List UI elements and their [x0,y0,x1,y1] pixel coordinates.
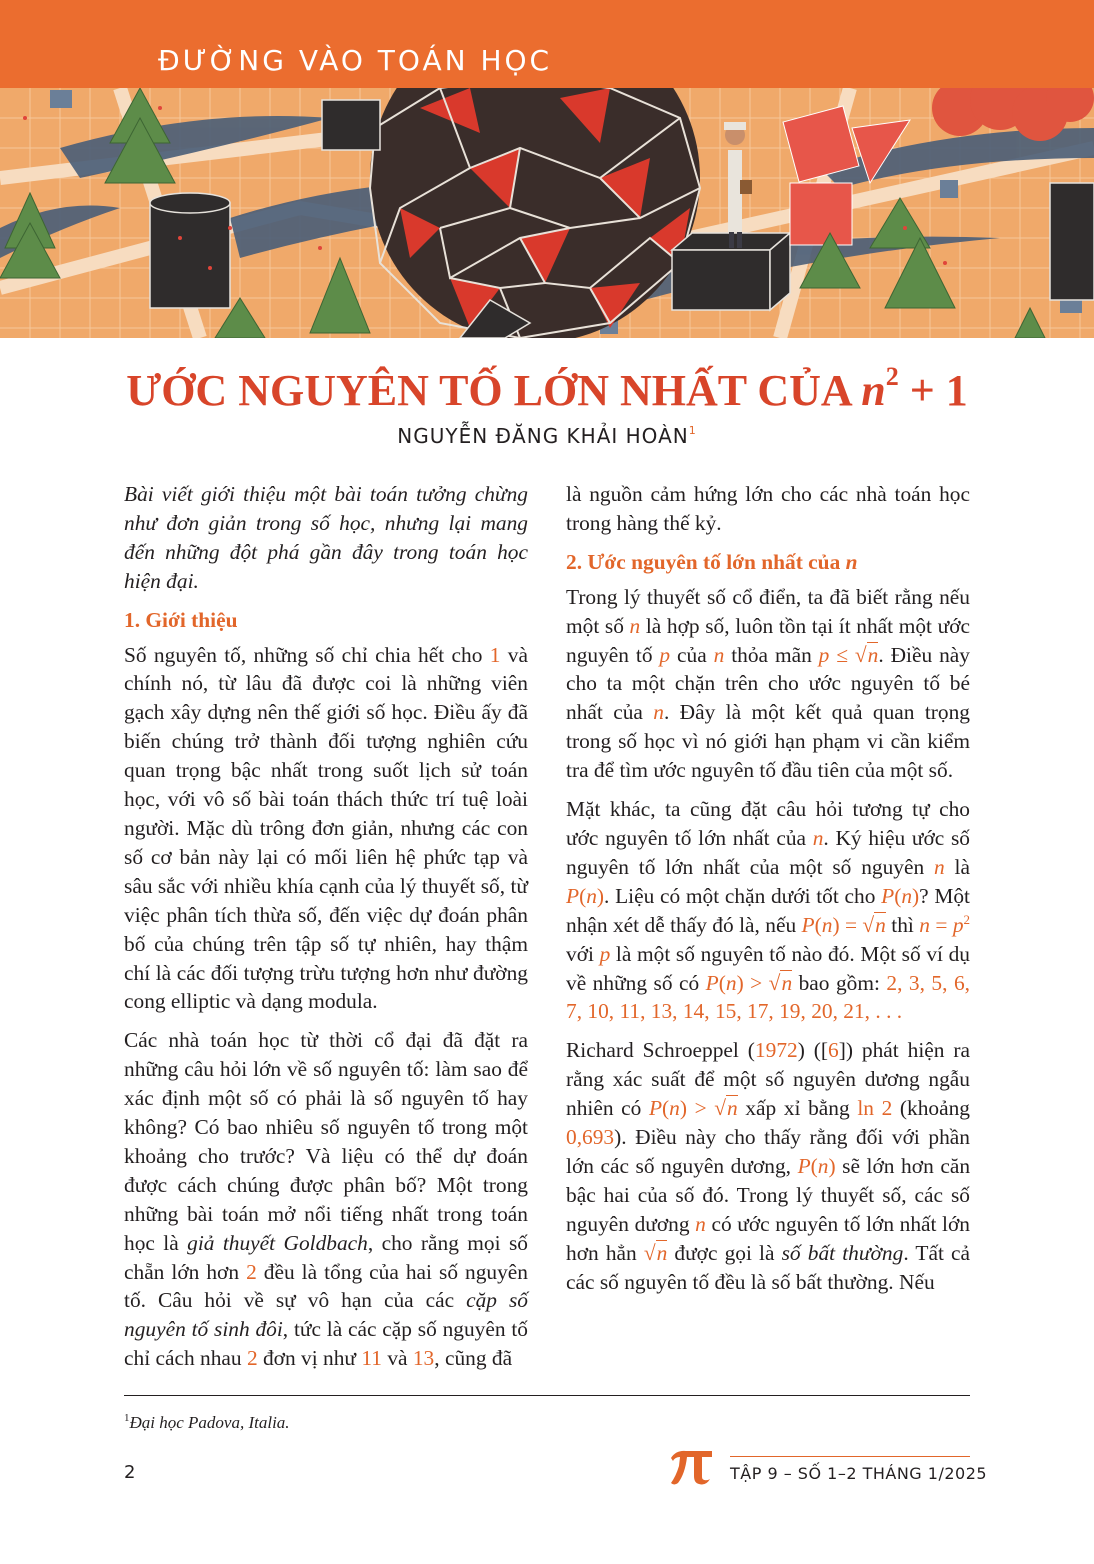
paragraph: Mặt khác, ta cũng đặt câu hỏi tương tự cho ước nguyên tố lớn nhất của n. Ký hiệu ước số nguyên tố lớn nhất của một số nguyên n là P(n). Liệu có một chặn dưới tốt cho P(n)? Một nhận xét dễ thấy đó là, nếu P(n) = √n thì $n = p^2$ với p là một số nguyên tố nào đó. Một số ví dụ về những số có P(n) > √n bao gồm: 2, 3, 5, 6, 7, 10, 11, 13, 14, 15, 17, 19, 20, 21, . . . [566,797,971,1024]
title-variable: n [861,366,886,415]
author-line [0,424,1094,448]
paragraph: Các nhà toán học từ thời cổ đại đã đặt ra những câu hỏi lớn về số nguyên tố: làm sao để xác định một số có phải là số nguyên tố hay không? Có bao nhiêu số nguyên tố trong một khoảng cho trước? Và liệu có thể dự đoán được cách chúng được phân bố? Một trong những bài toán mở nổi tiếng nhất trong toán học là giả thuyết Goldbach, cho rằng mọi số chẵn lớn hơn 2 đều là tổng của hai số nguyên tố. Câu hỏi về sự vô hạn của các cặp số nguyên tố sinh đôi, tức là các cặp số nguyên tố chỉ cách nhau 2 đơn vị như 11 và 13, cũng đã [124,1028,528,1371]
number-literal: 2 [246,1259,257,1284]
number-literal: 11 [361,1346,382,1371]
abstract: Bài viết giới thiệu một bài toán tưởng chừng như đơn giản trong số học, nhưng lại mang đến những đột phá gần đây trong toán học hiện đại. [124,482,528,593]
reference-link[interactable]: 6 [828,1038,839,1063]
title-tail: + 1 [909,366,968,415]
footnote-divider [124,1395,970,1396]
article-title [0,362,1094,416]
title-exponent: 2 [885,362,899,391]
paragraph: Richard Schroeppel (1972) ([6]) phát hiện ra rằng xác suất để một số nguyên dương ngẫu nhiên có P(n) > √n xấp xỉ bằng ln 2 (khoảng 0,693). Điều này cho thấy rằng đối với phần lớn các số nguyên dương, P(n) sẽ lớn hơn căn bậc hai của số đó. Trong lý thuyết số, các số nguyên dương n có ước nguyên tố lớn nhất lớn hơn hẳn √n được gọi là số bất thường. Tất cả các số nguyên tố đều là số bất thường. Nếu [566,1038,971,1294]
page-number: 2 [124,1462,136,1483]
citation-year[interactable]: 1972 [754,1038,798,1063]
emphasis-irregular: số bất thường [781,1240,904,1265]
author-footnote-mark: 1 [688,424,697,437]
pi-logo-icon [668,1446,714,1486]
issue-divider [730,1456,970,1457]
number-literal: 2 [246,1346,258,1371]
section-1-heading: 1. Giới thiệu [124,607,238,632]
example-list: 2, 3, 5, 6, 7, 10, 11, 13, 14, 15, 17, 19, 20, 21, . . . [566,970,970,1024]
paragraph: Số nguyên tố, những số chỉ chia hết cho 1 và chính nó, từ lâu đã được coi là những viên gạch xây dựng nên thế giới số học. Điều ấy đã biến chúng trở thành đối tượng nghiên cứu quan trọng bậc nhất trong suốt lịch sử toán học, với vô số bài toán thách thức trí tuệ loài người. Mặc dù trông đơn giản, nhưng các con số cơ bản này lại có mối liên hệ phức tạp và sâu sắc với nhiều khía cạnh của lý thuyết số, từ việc phân tích thừa số, đến việc dự đoán phân bố của chúng trên tập số tự nhiên, hay thậm chí là các đối tượng trừu tượng hơn như đường cong elliptic và dạng modula. [124,642,528,1014]
section-banner [0,0,1094,88]
number-literal: 1 [489,642,501,667]
issue-info: TẬP 9 – SỐ 1–2 THÁNG 1/2025 [730,1464,988,1483]
left-column [124,480,528,1383]
number-literal: 13 [412,1346,435,1371]
header-illustration [0,88,1094,338]
emphasis-goldbach: giả thuyết Goldbach [187,1230,368,1255]
author-name: NGUYỄN ĐĂNG KHẢI HOÀN [397,424,689,448]
right-column [566,480,970,1306]
emphasis-twin-primes: cặp số nguyên tố sinh đôi [124,1288,528,1342]
footnote: $^1$Đại học Padova, Italia. [124,1412,290,1432]
section-2-heading: 2. Ước nguyên tố lớn nhất của n [566,549,858,574]
paragraph: là nguồn cảm hứng lớn cho các nhà toán học trong hàng thế kỷ. [566,482,970,535]
paragraph: Trong lý thuyết số cổ điển, ta đã biết rằng nếu một số n là hợp số, luôn tồn tại ít nhất một ước nguyên tố p của n thỏa mãn p ≤ √n. Điều này cho ta một chặn trên cho ước nguyên tố bé nhất của n. Đây là một kết quả quan trọng trong số học vì nó giới hạn phạm vi cần kiểm tra để tìm ước nguyên tố đầu tiên của một số. [566,584,970,783]
title-text: ƯỚC NGUYÊN TỐ LỚN NHẤT CỦA [126,366,851,415]
section-label: ĐƯỜNG VÀO TOÁN HỌC [158,44,553,77]
